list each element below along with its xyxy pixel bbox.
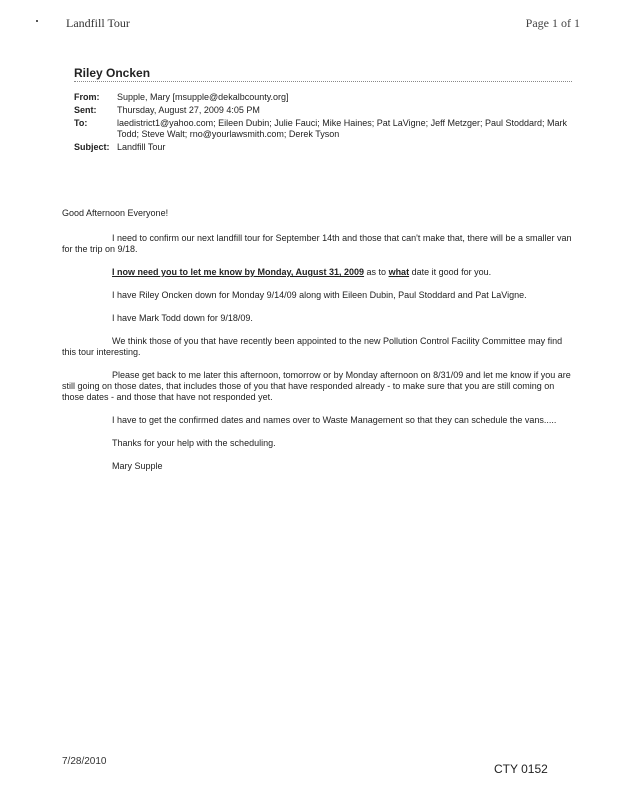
paragraph-2-mid: as to — [364, 267, 389, 277]
thanks-line: Thanks for your help with the scheduling. — [112, 438, 276, 448]
paragraph-4: I have Mark Todd down for 9/18/09. — [112, 313, 253, 323]
sent-row — [74, 105, 574, 116]
to-value: laedistrict1@yahoo.com; Eileen Dubin; Julie Fauci; Mike Haines; Pat LaVigne; Jeff Metzger; Paul Stoddard; Mark Todd; Steve Walt; rno@yourlawsmith.com; Derek Tyson — [117, 118, 568, 139]
what-text: what — [388, 267, 410, 277]
sent-value: Thursday, August 27, 2009 4:05 PM — [117, 105, 260, 115]
divider — [74, 81, 572, 82]
from-value: Supple, Mary [msupple@dekalbcounty.org] — [117, 92, 289, 102]
signature: Mary Supple — [112, 461, 163, 471]
to-row — [74, 118, 574, 140]
from-row — [74, 92, 574, 103]
from-label: From: — [74, 92, 100, 102]
email-meta — [74, 92, 574, 155]
footer-date: 7/28/2010 — [62, 756, 107, 767]
header-page-number: Page 1 of 1 — [525, 16, 580, 30]
footer-code: CTY 0152 — [494, 762, 548, 776]
paragraph-1: I need to confirm our next landfill tour for September 14th and those that can't make that, there will be a smaller van for the trip on 9/18. — [62, 233, 572, 254]
email-body — [62, 208, 572, 484]
subject-value: Landfill Tour — [117, 142, 166, 152]
paragraph-5: We think those of you that have recently been appointed to the new Pollution Control Facility Committee may find this tour interesting. — [62, 336, 563, 357]
paragraph-6: Please get back to me later this afternoon, tomorrow or by Monday afternoon on 8/31/09 and let me know if you are still going on those dates, that includes those of you that have responded already - to make sure that you are still coming on those dates - and those that have not responded yet. — [62, 370, 571, 402]
greeting: Good Afternoon Everyone! — [62, 208, 169, 218]
subject-row — [74, 142, 574, 153]
paragraph-2-end: date it good for you. — [409, 267, 492, 277]
subject-label: Subject: — [74, 142, 110, 152]
paragraph-7: I have to get the confirmed dates and names over to Waste Management so that they can schedule the vans..... — [112, 415, 557, 425]
scan-speck — [36, 20, 38, 22]
sent-label: Sent: — [74, 105, 97, 115]
sender-name: Riley Oncken — [74, 66, 151, 80]
header-title: Landfill Tour — [66, 16, 130, 30]
paragraph-2 — [62, 267, 572, 278]
to-label: To: — [74, 118, 88, 128]
deadline-text: I now need you to let me know by Monday, August 31, 2009 — [112, 267, 365, 277]
paragraph-3: I have Riley Oncken down for Monday 9/14/09 along with Eileen Dubin, Paul Stoddard and Pat LaVigne. — [112, 290, 527, 300]
